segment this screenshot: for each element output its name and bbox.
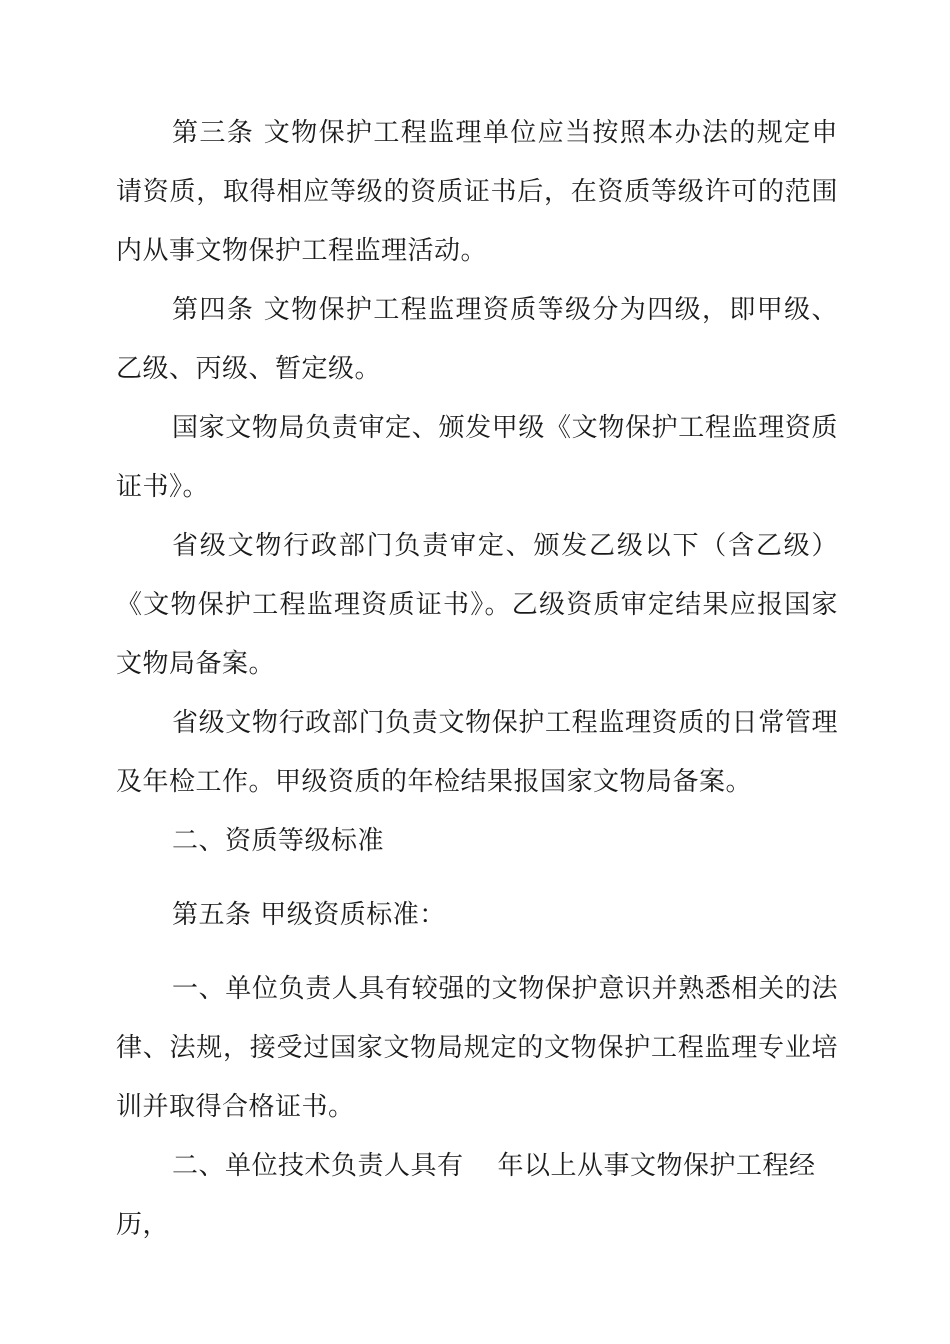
paragraph-provincial-management: 省级文物行政部门负责文物保护工程监理资质的日常管理及年检工作。甲级资质的年检结果报国家文物局备案。 [116,708,838,797]
section-heading: 二、资质等级标准 [172,826,385,856]
item-2-text-after-blank: 年以上从事文物保护工程经历， [116,1151,816,1240]
paragraph-article-4: 第四条 文物保护工程监理资质等级分为四级，即甲级、乙级、丙级、暂定级。 [116,295,838,384]
paragraph-article-3: 第三条 文物保护工程监理单位应当按照本办法的规定申请资质，取得相应等级的资质证书后，在资质等级许可的范围内从事文物保护工程监理活动。 [116,118,838,266]
paragraph-provincial-issuance: 省级文物行政部门负责审定、颁发乙级以下（含乙级）《文物保护工程监理资质证书》。乙级资质审定结果应报国家文物局备案。 [116,531,838,679]
paragraph-national-bureau: 国家文物局负责审定、颁发甲级《文物保护工程监理资质证书》。 [116,413,838,502]
paragraph-item-1: 一、单位负责人具有较强的文物保护意识并熟悉相关的法律、法规，接受过国家文物局规定的文物保护工程监理专业培训并取得合格证书。 [116,974,838,1122]
item-2-text-before-blank: 二、单位技术负责人具有 [172,1151,464,1181]
paragraph-article-5: 第五条 甲级资质标准： [172,900,446,930]
paragraph-item-2 [116,1137,838,1255]
